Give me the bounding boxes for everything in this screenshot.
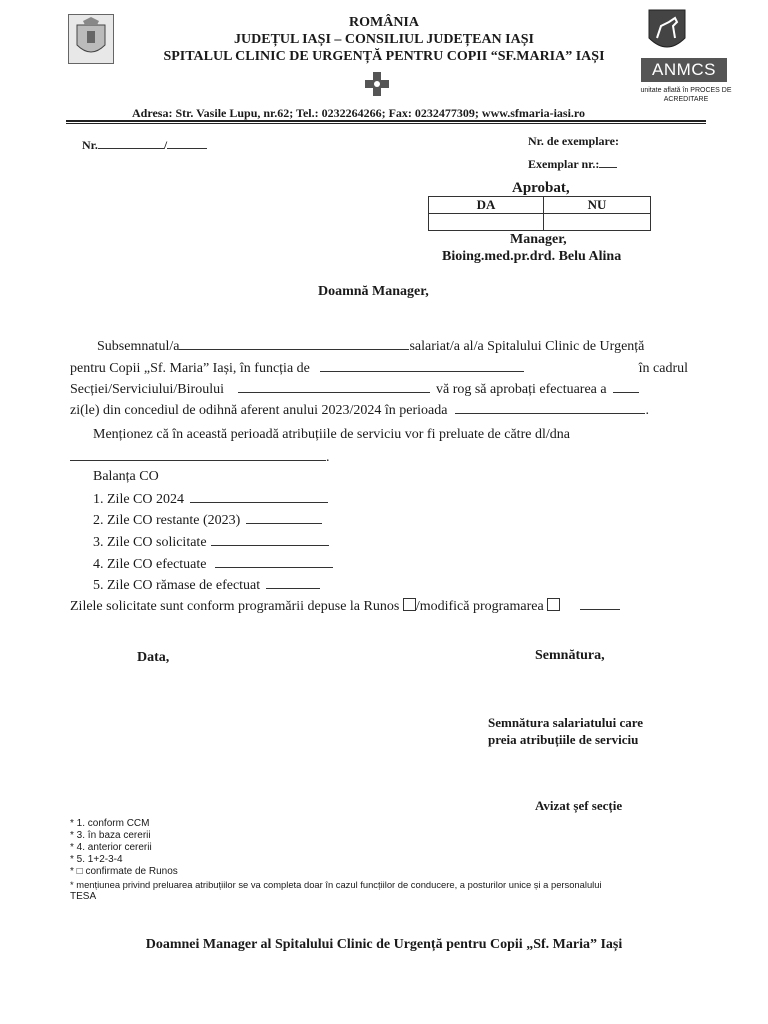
days-count-field[interactable]: [613, 380, 639, 393]
hospital-address: Adresa: Str. Vasile Lupu, nr.62; Tel.: 0232264266; Fax: 0232477309; www.sfmaria-iasi.ro: [132, 106, 586, 120]
position-field[interactable]: [320, 359, 524, 372]
approval-name: Bioing.med.pr.drd. Belu Alina: [442, 249, 622, 264]
body-line-1: Subsemnatul/a salariat/a al/a Spitalului Clinic de Urgență: [97, 339, 645, 354]
country-title: ROMÂNIA: [349, 15, 419, 30]
balance-item-4: 4. Zile CO efectuate: [93, 554, 333, 576]
footnote-5: * □ confirmate de Runos: [70, 866, 178, 877]
schedule-field[interactable]: [580, 597, 620, 610]
approval-no-cell[interactable]: [544, 214, 651, 231]
body-line-5: Menționez că în această perioadă atribuțiile de serviciu vor fi preluate de către dl/dna: [93, 427, 570, 442]
head-approval-label: Avizat șef secție: [535, 798, 623, 813]
footnote-6: * mențiunea privind preluarea atribuțiilor se va completa doar în cazul funcțiilor de conducere, a posturilor unice și a personalului: [70, 879, 602, 890]
balance-field-2[interactable]: [246, 511, 322, 524]
footnote-3: * 4. anterior cererii: [70, 842, 152, 853]
body-line-4: zi(le) din concediul de odihnă aferent anului 2023/2024 în perioada .: [70, 403, 649, 418]
header-rule-thin: [66, 123, 706, 124]
copies-count-label: Nr. de exemplare:: [528, 134, 619, 148]
balance-field-1[interactable]: [190, 490, 328, 503]
replacement-signature-label-2: preia atribuțiile de serviciu: [488, 732, 639, 747]
accreditation-note: unitate aflată în PROCES DE ACREDITARE: [640, 87, 732, 103]
approval-role: Manager,: [510, 232, 567, 247]
modify-schedule-checkbox[interactable]: [547, 598, 560, 611]
copy-number-label: Exemplar nr.:: [528, 155, 617, 172]
balance-item-2: 2. Zile CO restante (2023): [93, 510, 322, 532]
employee-name-field[interactable]: [179, 337, 409, 350]
body-line-3: Secției/Serviciului/Biroului vă rog să aprobați efectuarea a: [70, 379, 639, 401]
hospital-title: SPITALUL CLINIC DE URGENȚĂ PENTRU COPII “SF.MARIA” IAȘI: [163, 49, 605, 64]
header-rule: [66, 120, 706, 122]
balance-field-5[interactable]: [266, 576, 320, 589]
registration-number: Nr. /: [82, 136, 207, 153]
balance-field-4[interactable]: [215, 555, 333, 568]
approval-table: [428, 196, 651, 231]
approval-yes-header: DA: [429, 197, 544, 214]
department-field[interactable]: [238, 380, 430, 393]
county-title: JUDEȚUL IAȘI – CONSILIUL JUDEȚEAN IAȘI: [234, 32, 534, 47]
signature-label: Semnătura,: [535, 648, 605, 663]
balance-item-1: 1. Zile CO 2024: [93, 489, 328, 511]
runos-checkbox[interactable]: [403, 598, 416, 611]
salutation: Doamnă Manager,: [318, 284, 429, 299]
footnote-7: TESA: [70, 891, 97, 902]
balance-item-3: 3. Zile CO solicitate: [93, 532, 329, 554]
replacement-person-field[interactable]: [70, 448, 326, 461]
schedule-line: Zilele solicitate sunt conform programării depuse la Runos /modifică programarea: [70, 596, 620, 618]
horse-shield-logo: [647, 8, 687, 56]
replacement-signature-label-1: Semnătura salariatului care: [488, 715, 644, 730]
approval-title: Aprobat,: [512, 180, 570, 196]
anmcs-logo: ANMCS: [641, 58, 727, 82]
period-field[interactable]: [455, 401, 645, 414]
body-line-6: .: [70, 447, 330, 469]
footnote-1: * 1. conform CCM: [70, 818, 150, 829]
footnote-2: * 3. în baza cererii: [70, 830, 151, 841]
footnote-4: * 5. 1+2-3-4: [70, 854, 123, 865]
body-line-2: pentru Copii „Sf. Maria” Iași, în funcția de în cadrul: [70, 361, 688, 376]
date-label: Data,: [137, 650, 170, 665]
hospital-cross-logo: [362, 70, 392, 98]
approval-yes-cell[interactable]: [429, 214, 544, 231]
addressee: Doamnei Manager al Spitalului Clinic de Urgență pentru Copii „Sf. Maria” Iași: [145, 937, 623, 952]
approval-no-header: NU: [544, 197, 651, 214]
balance-item-5: 5. Zile CO rămase de efectuat: [93, 575, 320, 597]
balance-field-3[interactable]: [211, 533, 329, 546]
balance-title: Balanța CO: [93, 469, 159, 484]
